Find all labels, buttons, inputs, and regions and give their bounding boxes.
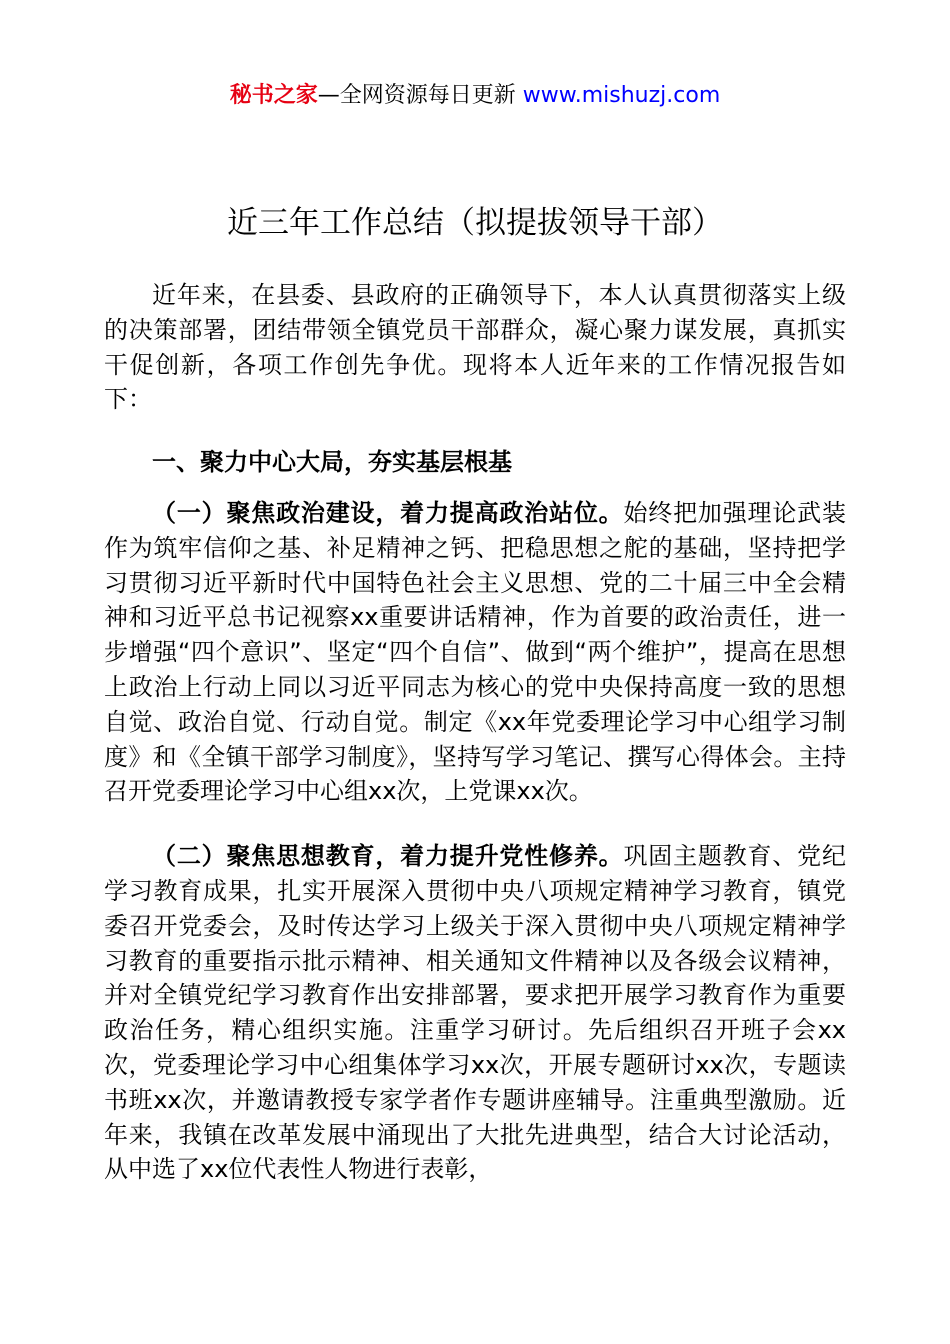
intro-paragraph: 近年来，在县委、县政府的正确领导下，本人认真贯彻落实上级的决策部署，团结带领全镇党员干部群众，凝心聚力谋发展，真抓实干促创新，各项工作创先争优。现将本人近年来的工作情况报告如下： bbox=[104, 281, 846, 414]
site-header bbox=[0, 80, 950, 112]
document-body bbox=[104, 278, 846, 1187]
section-heading: 一、聚力中心大局，夯实基层根基 bbox=[152, 448, 512, 477]
subsection-body-1: 始终把加强理论武装作为筑牢信仰之基、补足精神之钙、把稳思想之舵的基础，坚持把学习贯彻习近平新时代中国特色社会主义思想、党的二十届三中全会精神和习近平总书记视察xx重要讲话精神，作为首要的政治责任，进一步增强“四个意识”、坚定“四个自信”、做到“两个维护”，提高在思想上政治上行动上同以习近平同志为核心的党中央保持高度一致的思想自觉、政治自觉、行动自觉。制定《xx年党委理论学习中心组学习制度》和《全镇干部学习制度》，坚持写学习笔记、撰写心得体会。主持召开党委理论学习中心组xx次，上党课xx次。 bbox=[104, 498, 847, 806]
subsection-paragraph-1 bbox=[104, 496, 846, 809]
subsection-body-2: 巩固主题教育、党纪学习教育成果，扎实开展深入贯彻中央八项规定精神学习教育，镇党委召开党委会，及时传达学习上级关于深入贯彻中央八项规定精神学习教育的重要指示批示精神、相关通知文件精神以及各级会议精神，并对全镇党纪学习教育作出安排部署，要求把开展学习教育作为重要政治任务，精心组织实施。注重学习研讨。先后组织召开班子会xx次，党委理论学习中心组集体学习xx次，开展专题研讨xx次，专题读书班xx次，并邀请教授专家学者作专题讲座辅导。注重典型激励。近年来，我镇在改革发展中涌现出了大批先进典型，结合大讨论活动，从中选了xx位代表性人物进行表彰， bbox=[104, 842, 847, 1184]
document-title: 近三年工作总结（拟提拔领导干部） bbox=[227, 205, 723, 241]
header-tagline: —全网资源每日更新 bbox=[317, 83, 523, 108]
subsection-lead-2: （二）聚焦思想教育，着力提升党性修养。 bbox=[152, 842, 624, 871]
site-url[interactable]: www.mishuzj.com bbox=[522, 83, 721, 108]
subsection-paragraph-2 bbox=[104, 839, 846, 1187]
subsection-lead-1: （一）聚焦政治建设，着力提高政治站位。 bbox=[152, 498, 624, 527]
brand-name: 秘书之家 bbox=[229, 83, 318, 108]
